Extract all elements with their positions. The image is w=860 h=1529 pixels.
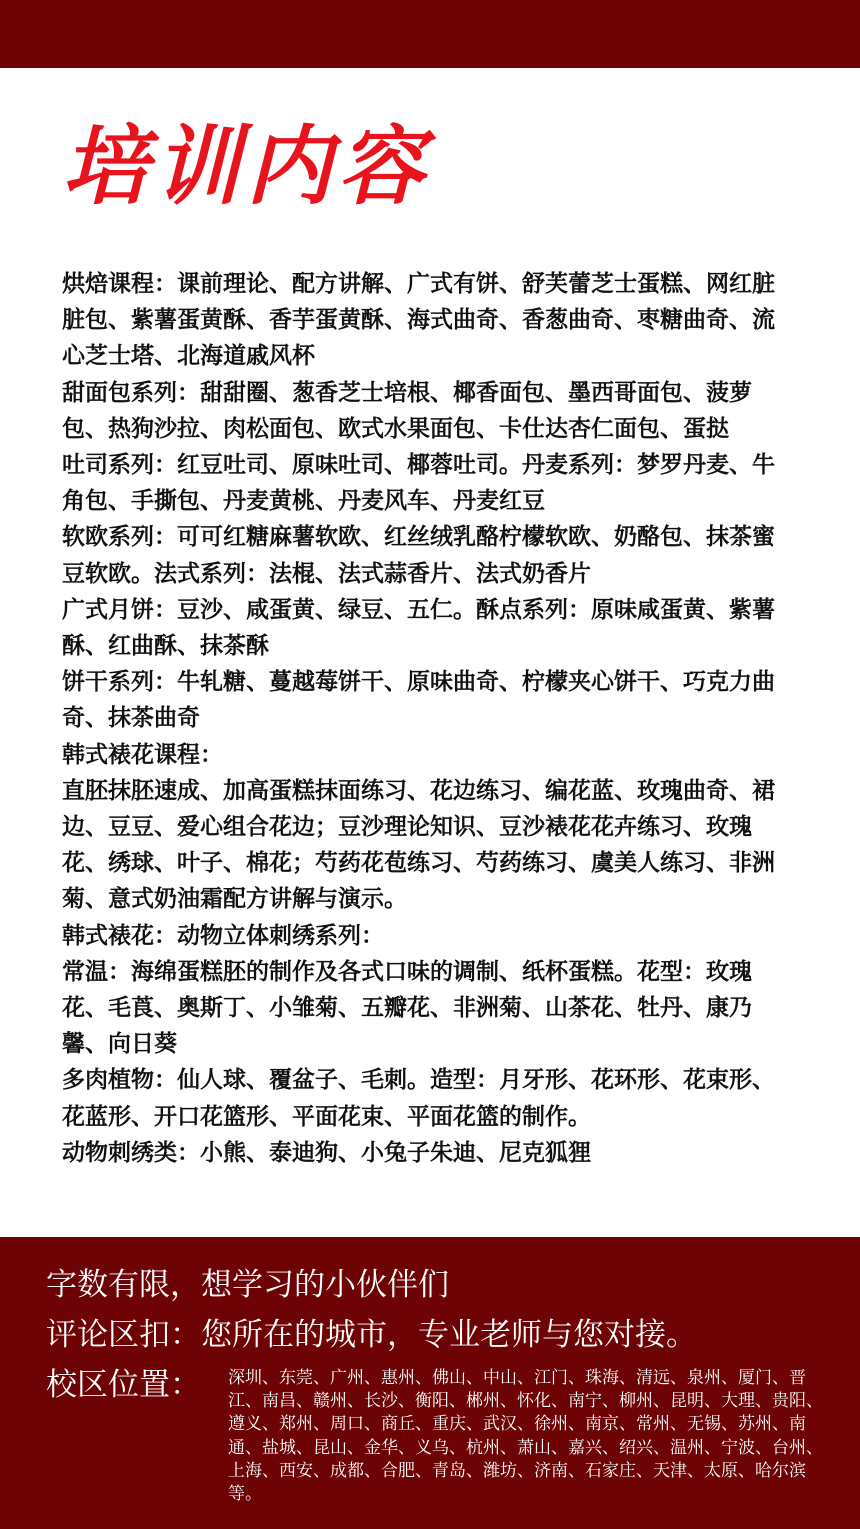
footer-line-limited-words: 字数有限，想学习的小伙伴们: [46, 1267, 449, 1303]
paragraph-korean-piping-heading: 韩式裱花课程：: [62, 741, 223, 768]
campus-location-label: 校区位置：: [46, 1367, 201, 1403]
course-content: [62, 266, 792, 1171]
paragraph-biscuits: 饼干系列：牛轧糖、蔓越莓饼干、原味曲奇、柠檬夹心饼干、巧克力曲奇、抹茶曲奇: [62, 669, 775, 732]
paragraph-succulents: 多肉植物：仙人球、覆盆子、毛刺。造型：月牙形、花环形、花束形、花蓝形、开口花篮形、平面花束、平面花篮的制作。: [62, 1067, 775, 1130]
paragraph-korean-piping-details: 直胚抹胚速成、加高蛋糕抹面练习、花边练习、编花蓝、玫瑰曲奇、裙边、豆豆、爱心组合花边；豆沙理论知识、豆沙裱花花卉练习、玫瑰花、绣球、叶子、棉花；芍药花苞练习、芍药练习、虞美人练习、非洲菊、意式奶油霜配方讲解与演示。: [62, 777, 775, 913]
top-banner-bar: [0, 0, 860, 68]
paragraph-baking-course: 烘焙课程：课前理论、配方讲解、广式有饼、舒芙蕾芝士蛋糕、网红脏脏包、紫薯蛋黄酥、香芋蛋黄酥、海式曲奇、香葱曲奇、枣糖曲奇、流心芝士塔、北海道戚风杯: [62, 271, 775, 370]
campus-city-list: 深圳、东莞、广州、惠州、佛山、中山、江门、珠海、清远、泉州、厦门、晋江、南昌、赣州、长沙、衡阳、郴州、怀化、南宁、柳州、昆明、大理、贵阳、遵义、郑州、周口、商丘、重庆、武汉、徐州、南京、常州、无锡、苏州、南通、盐城、昆山、金华、义乌、杭州、萧山、嘉兴、绍兴、温州、宁波、台州、上海、西安、成都、合肥、青岛、潍坊、济南、石家庄、天津、太原、哈尔滨等。: [228, 1368, 823, 1505]
paragraph-animal-embroidery: 动物刺绣类：小熊、泰迪狗、小兔子朱迪、尼克狐狸: [62, 1139, 591, 1166]
paragraph-toast-danish: 吐司系列：红豆吐司、原味吐司、椰蓉吐司。丹麦系列：梦罗丹麦、牛角包、手撕包、丹麦黄桃、丹麦风车、丹麦红豆: [62, 452, 775, 515]
footer-line-comment-prompt: 评论区扣：您所在的城市，专业老师与您对接。: [46, 1317, 697, 1353]
paragraph-sweet-bread: 甜面包系列：甜甜圈、葱香芝士培根、椰香面包、墨西哥面包、菠萝包、热狗沙拉、肉松面包、欧式水果面包、卡仕达杏仁面包、蛋挞: [62, 379, 752, 442]
footer-panel: [0, 1237, 860, 1529]
page-title: 培训内容: [62, 117, 430, 217]
paragraph-animal-embroidery-heading: 韩式裱花：动物立体刺绣系列：: [62, 922, 384, 949]
paragraph-soft-euro-french: 软欧系列：可可红糖麻薯软欧、红丝绒乳酪柠檬软欧、奶酪包、抹茶蜜豆软欧。法式系列：法棍、法式蒜香片、法式奶香片: [62, 524, 775, 587]
paragraph-mooncake-pastry: 广式月饼：豆沙、咸蛋黄、绿豆、五仁。酥点系列：原味咸蛋黄、紫薯酥、红曲酥、抹茶酥: [62, 596, 775, 660]
paragraph-room-temperature: 常温：海绵蛋糕胚的制作及各式口味的调制、纸杯蛋糕。花型：玫瑰花、毛莨、奥斯丁、小雏菊、五瓣花、非洲菊、山茶花、牡丹、康乃馨、向日葵: [62, 958, 752, 1058]
